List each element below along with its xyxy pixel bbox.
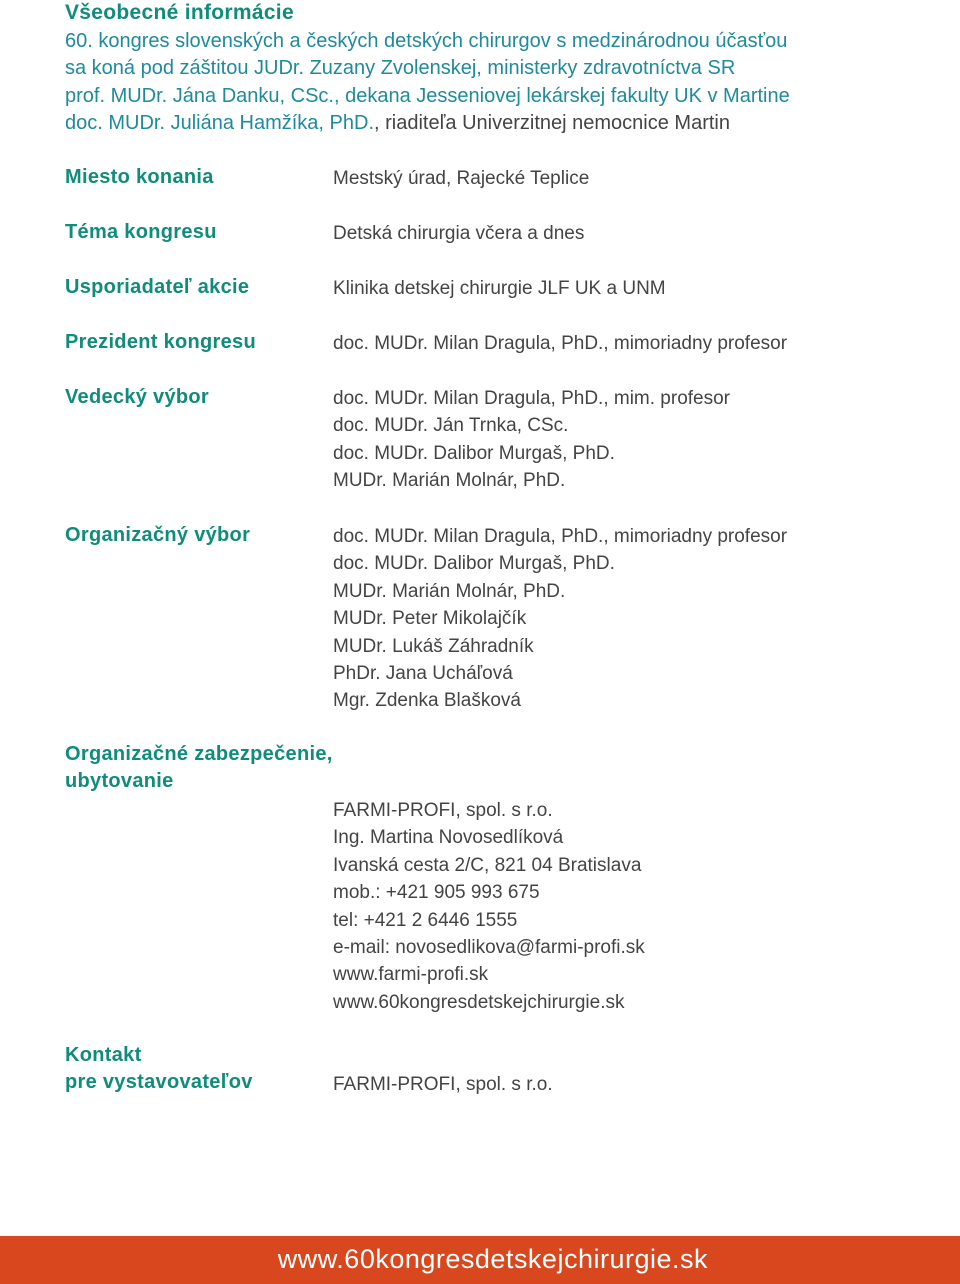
organizer-value: Klinika detskej chirurgie JLF UK a UNM bbox=[333, 278, 666, 299]
committee-member: MUDr. Lukáš Záhradník bbox=[333, 635, 534, 657]
committee-member: MUDr. Marián Molnár, PhD. bbox=[333, 470, 566, 492]
president-label: Prezident kongresu bbox=[65, 331, 256, 353]
address: Ivanská cesta 2/C, 821 04 Bratislava bbox=[333, 854, 642, 876]
committee-member: doc. MUDr. Ján Trnka, CSc. bbox=[333, 415, 569, 437]
committee-member: doc. MUDr. Milan Dragula, PhD., mim. profesor bbox=[333, 388, 731, 409]
organizing-committee-values bbox=[333, 523, 787, 715]
intro-director-title: , riaditeľa Univerzitnej nemocnice Martin bbox=[374, 112, 730, 135]
theme-value: Detská chirurgia včera a dnes bbox=[333, 223, 585, 244]
exhibitors-values bbox=[333, 1071, 553, 1098]
logistics-label bbox=[65, 741, 333, 796]
mobile-number: mob.: +421 905 993 675 bbox=[333, 882, 540, 904]
organizer-values bbox=[333, 275, 666, 302]
exhibitors-label-line: Kontakt bbox=[65, 1044, 142, 1066]
intro-line: 60. kongres slovenských a českých detských chirurgov s medzinárodnou účasťou bbox=[65, 30, 788, 52]
intro-text bbox=[65, 28, 905, 138]
president-values bbox=[333, 330, 787, 357]
theme-values bbox=[333, 220, 584, 247]
theme-label: Téma kongresu bbox=[65, 221, 217, 243]
company-name: FARMI-PROFI, spol. s r.o. bbox=[333, 800, 553, 821]
scientific-committee-values bbox=[333, 385, 730, 495]
committee-member: MUDr. Peter Mikolajčík bbox=[333, 608, 527, 630]
page-title: Všeobecné informácie bbox=[65, 1, 294, 24]
venue-value: Mestský úrad, Rajecké Teplice bbox=[333, 168, 590, 189]
committee-member: PhDr. Jana Ucháľová bbox=[333, 662, 513, 684]
exhibitors-label-line: pre vystavovateľov bbox=[65, 1071, 253, 1094]
exhibitors-label bbox=[65, 1042, 253, 1097]
committee-member: doc. MUDr. Dalibor Murgaš, PhD. bbox=[333, 553, 615, 575]
phone-number: tel: +421 2 6446 1555 bbox=[333, 909, 518, 931]
logistics-label-line: ubytovanie bbox=[65, 770, 174, 793]
email-address: e-mail: novosedlikova@farmi-profi.sk bbox=[333, 936, 645, 958]
logistics-label-line: Organizačné zabezpečenie, bbox=[65, 743, 333, 765]
intro-line: prof. MUDr. Jána Danku, CSc., dekana Jesseniovej lekárskej fakulty UK v Martine bbox=[65, 84, 790, 107]
venue-label: Miesto konania bbox=[65, 166, 214, 188]
exhibitors-contact: FARMI-PROFI, spol. s r.o. bbox=[333, 1074, 553, 1095]
organizing-committee-label: Organizačný výbor bbox=[65, 524, 251, 546]
intro-director-name: doc. MUDr. Juliána Hamžíka, PhD. bbox=[65, 112, 374, 135]
congress-website-link: www.60kongresdetskejchirurgie.sk bbox=[333, 991, 625, 1013]
contact-person: Ing. Martina Novosedlíková bbox=[333, 827, 564, 849]
committee-member: Mgr. Zdenka Blašková bbox=[333, 690, 521, 712]
scientific-committee-label: Vedecký výbor bbox=[65, 386, 209, 408]
organizer-label: Usporiadateľ akcie bbox=[65, 276, 250, 298]
president-value: doc. MUDr. Milan Dragula, PhD., mimoriadny profesor bbox=[333, 333, 788, 354]
website-link: www.farmi-profi.sk bbox=[333, 964, 489, 986]
committee-member: doc. MUDr. Dalibor Murgaš, PhD. bbox=[333, 442, 615, 464]
footer-bar bbox=[0, 1236, 960, 1284]
footer-url: www.60kongresdetskejchirurgie.sk bbox=[277, 1244, 708, 1274]
committee-member: MUDr. Marián Molnár, PhD. bbox=[333, 580, 566, 602]
logistics-values bbox=[333, 797, 645, 1016]
committee-member: doc. MUDr. Milan Dragula, PhD., mimoriadny profesor bbox=[333, 526, 788, 547]
intro-line bbox=[65, 110, 905, 137]
venue-values bbox=[333, 165, 589, 192]
intro-line: sa koná pod záštitou JUDr. Zuzany Zvolenskej, ministerky zdravotníctva SR bbox=[65, 57, 736, 80]
